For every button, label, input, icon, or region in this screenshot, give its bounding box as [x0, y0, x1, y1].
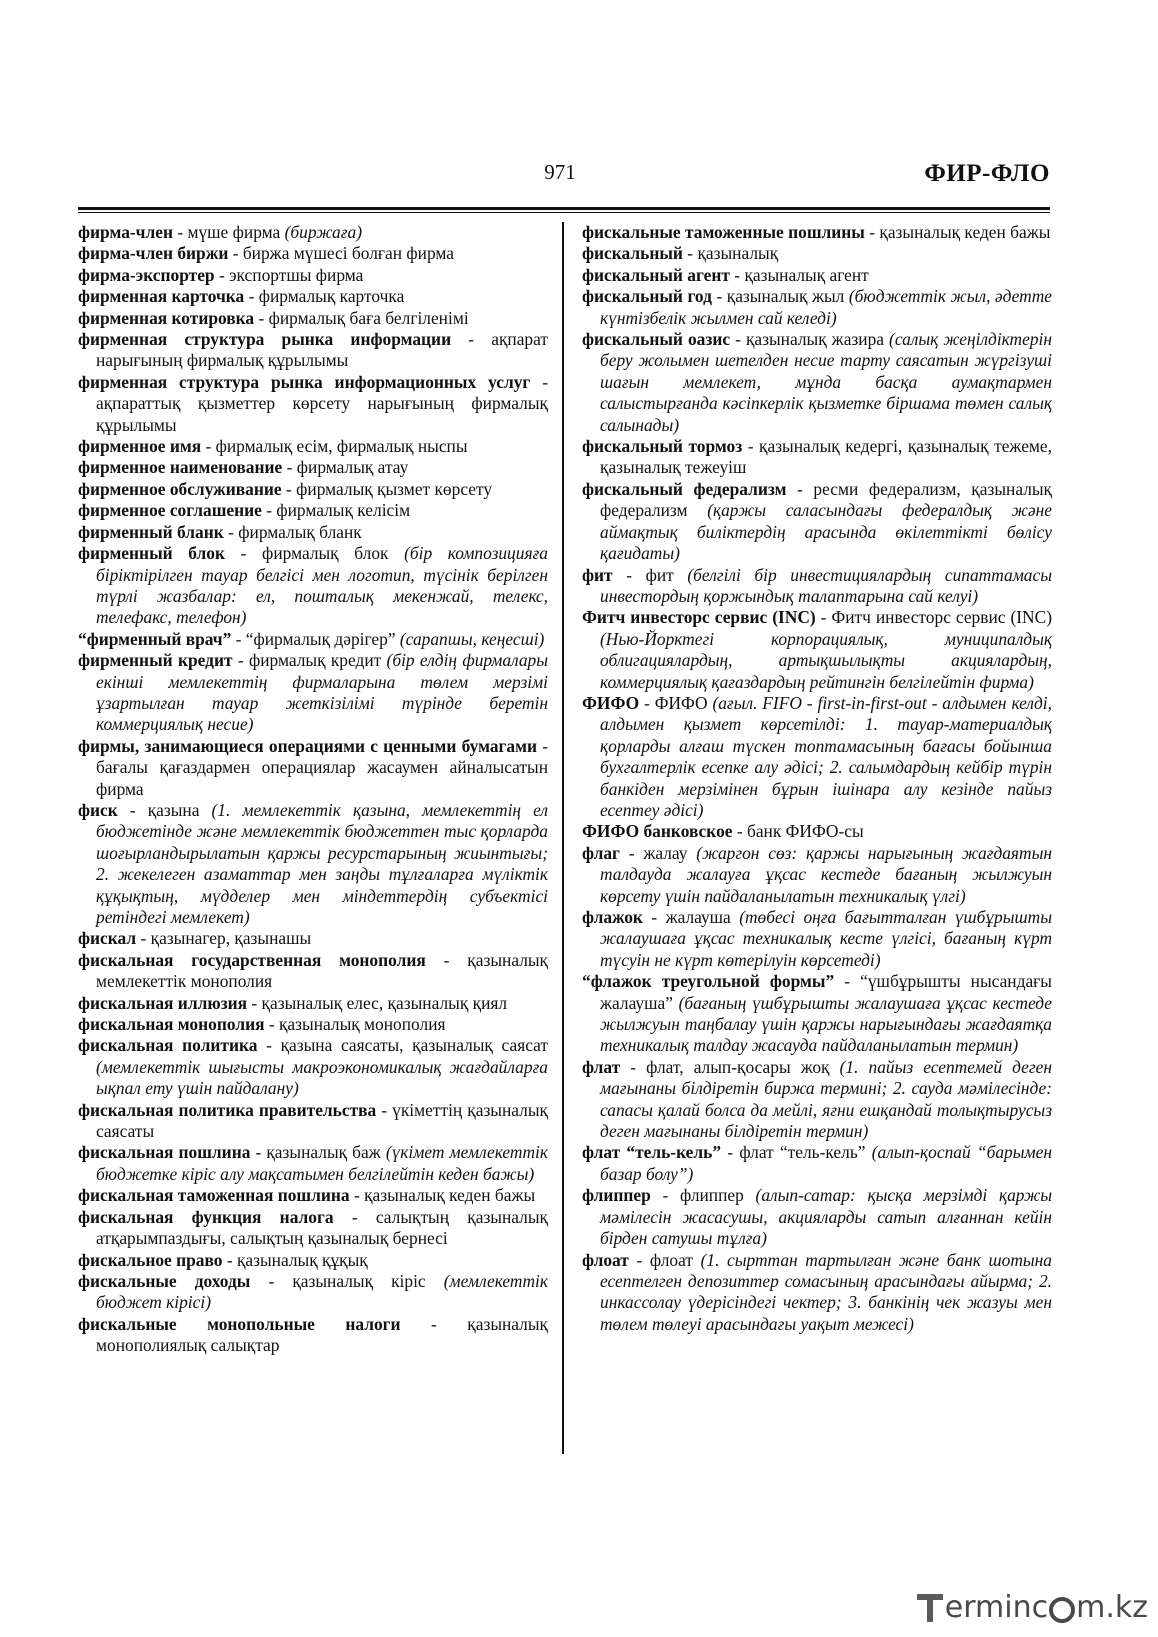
entry-note: (биржаға) [284, 222, 363, 242]
dictionary-entry [78, 543, 548, 629]
entry-translation: - мүше фирма [172, 222, 285, 242]
dictionary-entry [78, 522, 548, 543]
termincom-logo-icon [917, 1592, 943, 1622]
entry-note: (бағаның үшбұрышты жалаушаға ұқсас кестеде жылжуын таңбалау үшін қаржы нарығындағы жағдаятқа техникалық талдау жасауда пайдаланылатын термин) [600, 992, 1052, 1056]
entry-note: (алып-сатар: қысқа мерзімді қаржы мәмілесін жасасушы, акцияларды сатып алғаннан кейін бірден сатушы тұлға) [600, 1185, 1052, 1249]
dictionary-entry [78, 1314, 548, 1357]
dictionary-entry [78, 736, 548, 800]
watermark-text-end: m.kz [1076, 1589, 1148, 1625]
entry-term: фирменная структура рынка информационных услуг [78, 371, 531, 392]
entry-note: (мемлекеттік бюджет кірісі) [96, 1270, 549, 1313]
dictionary-entry [78, 1185, 548, 1206]
entry-term: фирменная котировка [78, 307, 255, 328]
entry-term: фискальный агент [582, 264, 730, 285]
entry-term: фискальные таможенные пошлины [582, 222, 865, 242]
entry-term: фискальная таможенная пошлина [78, 1185, 350, 1206]
dictionary-entry [582, 907, 1052, 971]
dictionary-entry [582, 693, 1052, 821]
dictionary-entry [582, 1142, 1052, 1185]
entry-term: фирменный блок [78, 543, 226, 564]
entry-term: флат “тель-кель” [582, 1142, 722, 1163]
watermark [917, 1586, 1148, 1628]
entry-term: фискальная функция налога [78, 1206, 334, 1227]
dictionary-entry [78, 1100, 548, 1143]
entry-term: фирменное обслуживание [78, 478, 282, 499]
entry-term: фирменное соглашение [78, 500, 262, 521]
entry-translation: - фирмалық атау [282, 457, 409, 478]
entry-translation: - банк ФИФО-сы [732, 821, 864, 842]
header-rule-thin [78, 212, 1050, 213]
entry-term: флат [582, 1056, 621, 1077]
dictionary-entry [78, 1142, 548, 1185]
entry-translation: - қазыналық кеден бажы [864, 222, 1051, 242]
dictionary-entry [78, 457, 548, 478]
entry-note: (ағыл. FIFO - first-in-first-out - алдымен келді, алдымен қызмет көрсетілді: 1. тауар-материалдық қорларды алғаш түскен топтамасының бағасы бойынша бухгалтерлік есепке алу әдісі; 2. салымдардың кейбір түрін банкіден мерзімінен бұрын ішінара алу кезінде пайыз есептеу әдісі) [600, 692, 1052, 820]
entry-term: фирменная карточка [78, 286, 245, 307]
running-head: ФИР-ФЛО [924, 160, 1050, 187]
entry-term: ФИФО [582, 692, 640, 713]
dictionary-entry [78, 1035, 548, 1099]
entry-translation: - қазына [117, 799, 212, 820]
entry-term: “флажок треугольной формы” [582, 971, 835, 992]
entry-translation: - қазыналық мемлекеттік монополия [96, 949, 549, 992]
dictionary-entry [582, 436, 1052, 479]
entry-note: (1. мемлекеттік қазына, мемлекеттің ел бюджетінде және мемлекеттік бюджеттен тыс қорларда шоғырландырылатын қаржы ресурстарының жиынтығы; 2. жекелеген азаматтар мен заңды тұлғаларға мүліктік құқықтың, мүдделер мен міндеттердің субъектісі ретіндегі мемлекет) [96, 799, 548, 927]
entry-translation: - флат “тель-кель” [721, 1142, 872, 1163]
entry-term: фискальный оазис [582, 329, 731, 350]
entry-translation: - қазыналық жазира [730, 329, 890, 350]
dictionary-entry [78, 372, 548, 436]
watermark-o-icon [1049, 1597, 1075, 1623]
dictionary-entry [78, 265, 548, 286]
dictionary-entry [582, 821, 1052, 842]
dictionary-entry [582, 971, 1052, 1057]
dictionary-entry [78, 222, 548, 243]
entry-note: (бір композицияға біріктірілген тауар белгісі мен логотип, түсінік берілген түрлі жазбалар: ел, пошталық мекенжай, телекс, телефакс, телефон) [96, 543, 549, 628]
entry-term: фит [582, 564, 613, 585]
entry-term: фирма-член биржи [78, 243, 229, 264]
entry-translation: - қазыналық баж [250, 1142, 386, 1163]
entry-translation: - бағалы қағаздармен операциялар жасаумен айналысатын фирма [96, 735, 548, 799]
dictionary-entry [78, 650, 548, 736]
entry-translation: - фирмалық блок [225, 543, 405, 564]
entry-term: фискальная монополия [78, 1014, 265, 1035]
entry-translation: - ақпарат нарығының фирмалық құрылымы [96, 329, 548, 371]
entry-translation: - салықтың қазыналық атқарымпаздығы, салықтың қазыналық бернесі [96, 1206, 548, 1249]
entry-translation: - қазыналық кедергі, қазыналық тежеме, қазыналық тежеуіш [600, 436, 1052, 478]
entry-translation: - ФИФО [639, 692, 713, 713]
entry-term: флоат [582, 1249, 629, 1270]
entry-translation: - қазыналық [682, 243, 779, 264]
entry-note: (қаржы саласындағы федералдық және аймақтық биліктердің арасында өкілеттікті бөлісу қағидаты) [600, 500, 1052, 564]
entry-translation: - қазыналық кіріс [250, 1270, 444, 1291]
entry-translation: - қазыналық монополиялық салықтар [96, 1313, 548, 1356]
entry-term: фирменное наименование [78, 457, 283, 478]
dictionary-entry [78, 1014, 548, 1035]
entry-note: (үкімет мемлекеттік бюджетке кіріс алу мақсатымен белгілейтін кеден бажы) [96, 1142, 548, 1184]
entry-term: флиппер [582, 1185, 651, 1206]
entry-translation: - қазыналық монополия [264, 1014, 446, 1035]
entry-translation: - “фирмалық дәрігер” [231, 628, 400, 649]
entry-term: фирменный кредит [78, 650, 233, 671]
entry-translation: - экспортшы фирма [214, 264, 364, 285]
entry-translation: - қазыналық елес, қазыналық қиял [247, 992, 508, 1013]
entry-note: (төбесі оңға бағытталған үшбұрышты жалаушаға ұқсас техникалық кесте үлгісі, бағаның күрт түсуін не күрт көтерілуін көрсетеді) [600, 907, 1052, 970]
entry-note: (мемлекеттік шығысты макроэкономикалық жағдайларға ықпал ету үшін пайдалану) [96, 1056, 548, 1099]
entry-translation: - ақпараттық қызметтер көрсету нарығының фирмалық құрылымы [96, 371, 549, 435]
entry-translation: - фирмалық кредит [232, 650, 387, 671]
dictionary-entry [78, 800, 548, 928]
entry-translation: - фирмалық келісім [261, 500, 411, 521]
dictionary-entry [582, 265, 1052, 286]
entry-term: фирменная структура рынка информации [78, 329, 452, 350]
entry-translation: - фит [612, 564, 688, 585]
dictionary-entry [582, 1185, 1052, 1249]
entry-term: фирмы, занимающиеся операциями с ценными бумагами [78, 735, 537, 756]
dictionary-entry [78, 329, 548, 372]
entry-translation: - Фитч инвесторс сервис (INC) [815, 607, 1052, 628]
entry-note: (жаргон сөз: қаржы нарығының жағдаятын талдауда жалауға ұқсас кестеде бағаның жылжуын көрсету үшін пайдаланылатын техникалық үлгі) [600, 842, 1052, 906]
entry-term: фискал [78, 928, 137, 949]
column-divider [562, 222, 564, 1454]
entry-term: фирма-экспортер [78, 264, 215, 285]
entry-term: фискальная политика правительства [78, 1099, 377, 1120]
header-rule [78, 207, 1050, 210]
entry-term: фискальная политика [78, 1035, 258, 1056]
entry-term: фискальный [582, 243, 683, 264]
dictionary-entry [78, 928, 548, 949]
dictionary-entry [582, 286, 1052, 329]
dictionary-entry [582, 329, 1052, 436]
dictionary-entry [78, 500, 548, 521]
dictionary-entry [582, 843, 1052, 907]
entry-translation: - жалауша [642, 907, 740, 927]
entry-translation: - қазынагер, қазынашы [136, 928, 312, 949]
dictionary-entry [78, 436, 548, 457]
entry-translation: - фирмалық қызмет көрсету [281, 478, 493, 499]
entry-term: “фирменный врач” [78, 628, 232, 649]
entry-translation: - фирмалық карточка [244, 286, 405, 307]
entry-translation: - флат, алып-қосары жоқ [620, 1056, 840, 1077]
entry-term: фирма-член [78, 222, 173, 242]
entry-term: фискальная государственная монополия [78, 949, 426, 970]
dictionary-entry [582, 565, 1052, 608]
dictionary-entry [582, 243, 1052, 264]
dictionary-entry [78, 950, 548, 993]
entry-term: фискальные доходы [78, 1270, 251, 1291]
entry-term: фискальная пошлина [78, 1142, 251, 1163]
dictionary-entry [78, 629, 548, 650]
entry-translation: - ресми федерализм, қазыналық федерализм [600, 478, 1053, 521]
watermark-text-start: erminc [944, 1589, 1049, 1625]
entry-translation: - фирмалық есім, фирмалық ныспы [201, 436, 468, 457]
entry-term: фискальный федерализм [582, 478, 787, 499]
entry-term: Фитч инвесторс сервис (INC) [582, 607, 816, 628]
right-column [582, 222, 1052, 1335]
entry-term: фиск [78, 799, 118, 820]
dictionary-entry [78, 308, 548, 329]
entry-translation: - қазыналық құқық [222, 1249, 368, 1270]
entry-note: (алып-қоспай “барымен базар болу”) [600, 1142, 1052, 1184]
entry-translation: - қазыналық кеден бажы [349, 1185, 536, 1206]
entry-translation: - фирмалық бланк [223, 521, 362, 542]
entry-translation: - фирмалық баға белгіленімі [254, 307, 469, 328]
entry-term: фискальные монопольные налоги [78, 1313, 401, 1334]
dictionary-entry [78, 243, 548, 264]
dictionary-entry [582, 1250, 1052, 1336]
entry-note: (бір елдің фирмалары екінші мемлекеттің фирмаларына төлем мерзімі ұзартылған тауар жеткізілімі түрінде беретін коммерциялық несие) [96, 650, 548, 735]
entry-translation: - биржа мүшесі болған фирма [228, 243, 455, 264]
entry-note: (сарапшы, кеңесші) [399, 628, 545, 649]
entry-translation: - жалау [619, 842, 697, 863]
dictionary-entry [582, 479, 1052, 565]
entry-note: (бюджеттік жыл, әдетте күнтізбелік жылмен сай келеді) [600, 286, 1052, 328]
entry-translation: - “үшбұрышты нысандағы жалауша” [600, 971, 1052, 1013]
entry-term: фискальное право [78, 1249, 223, 1270]
entry-note: (белгілі бір инвестициялардың сипаттамасы инвестордың қоржындық талаптарына сай келуі) [600, 564, 1052, 606]
page-number: 971 [544, 160, 576, 184]
entry-translation: - флиппер [650, 1185, 756, 1206]
entry-term: фискальный тормоз [582, 436, 743, 457]
dictionary-entry [78, 1207, 548, 1250]
dictionary-entry [582, 222, 1052, 243]
dictionary-entry [78, 1271, 548, 1314]
entry-translation: - үкіметтің қазыналық саясаты [96, 1099, 548, 1142]
entry-term: фирменное имя [78, 436, 202, 457]
entry-translation: - флоат [628, 1249, 701, 1270]
entry-note: (1. пайыз есептемей деген мағынаны білдіретін биржа термині; 2. сауда мәмілесінде: сапасы қалай болса да мейлі, яғни ешқандай толықтырусыз деген мағынаны білдіретін термин) [600, 1056, 1052, 1142]
entry-translation: - қазыналық агент [729, 264, 869, 285]
entry-note: (салық жеңілдіктерін беру жолымен шетелден несие тарту саясатын жүргізуші шағын мемлекет, мұнда басқа аумақтармен салыстырғанда кәсіпкерлік қызметке біршама төмен салық салынады) [600, 329, 1052, 435]
entry-note: (1. сырттан тартылған және банк шотына есептелген депозиттер сомасының арасындағы айырма; 2. инкассолау үдерісіндегі чектер; 3. банкінің чек жазуы мен төлем төлеуі арасындағы уақыт межесі) [600, 1249, 1053, 1334]
entry-term: ФИФО банковское [582, 821, 733, 842]
entry-translation: - қазына саясаты, қазыналық саясат [257, 1035, 549, 1056]
entry-note: (Нью-Йорктегі корпорациялық, муниципалдық облигациялардың, артықшылықты акциялардың, коммерциялық қағаздардың рейтингін белгілейтін фирма) [600, 628, 1052, 692]
entry-translation: - қазыналық жыл [711, 286, 849, 307]
dictionary-entry [582, 607, 1052, 693]
entry-term: фискальная иллюзия [78, 992, 248, 1013]
entry-term: фирменный бланк [78, 521, 224, 542]
entry-term: флаг [582, 842, 620, 863]
entry-term: флажок [582, 907, 643, 927]
dictionary-entry [78, 1250, 548, 1271]
dictionary-entry [78, 993, 548, 1014]
entry-term: фискальный год [582, 286, 712, 307]
left-column [78, 222, 548, 1357]
dictionary-entry [78, 479, 548, 500]
dictionary-entry [78, 286, 548, 307]
dictionary-entry [582, 1057, 1052, 1143]
